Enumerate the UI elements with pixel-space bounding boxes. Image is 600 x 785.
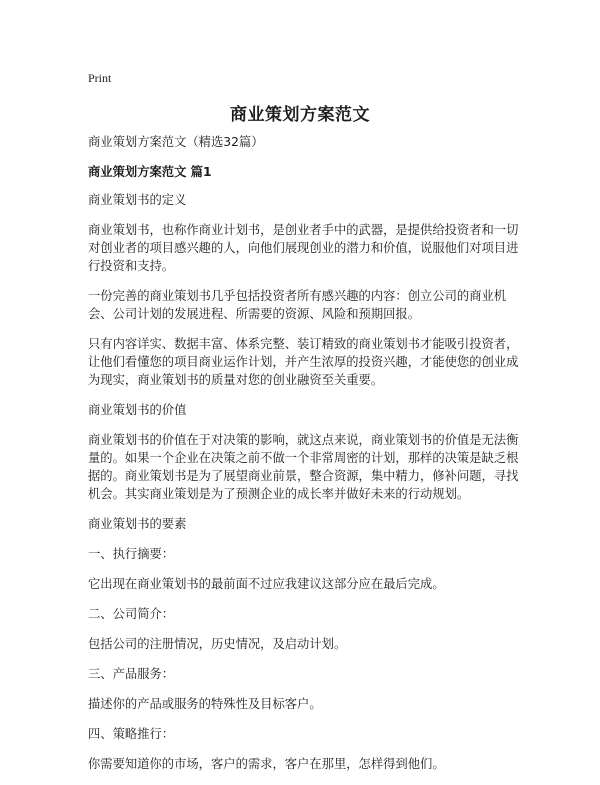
paragraph-products-heading: 三、产品服务： [88,667,175,681]
paragraph-elements-heading: 商业策划书的要素 [88,517,187,531]
paragraph-quality: 只有内容详实、数据丰富、体系完整、装订精致的商业策划书才能吸引投资者，让他们看懂您的项目商业运作计划，并产生浓厚的投资兴趣，才能使您的创业成为现实，商业策划书的质量对您的创业融资至关重要。 [88,337,519,387]
paragraph-value-heading: 商业策划书的价值 [88,403,187,417]
paragraph-value: 商业策划书的价值在于对决策的影响，就这点来说，商业策划书的价值是无法衡量的。如果一个企业在决策之前不做一个非常周密的计划，那样的决策是缺乏根据的。商业策划书是为了展望商业前景，整合资源，集中精力，修补问题，寻找机会。其实商业策划是为了预测企业的成长率并做好未来的行动规划。 [88,433,519,501]
paragraph-strategy-heading: 四、策略推行： [88,727,175,741]
paragraph-definition-heading: 商业策划书的定义 [88,193,187,207]
print-link[interactable]: Print [88,71,112,85]
paragraph-strategy: 你需要知道你的市场，客户的需求，客户在那里，怎样得到他们。 [88,757,445,771]
paragraph-exec-summary-heading: 一、执行摘要： [88,547,175,561]
page-title: 商业策划方案范文 [230,105,370,125]
paragraph-contents: 一份完善的商业策划书几乎包括投资者所有感兴趣的内容：创立公司的商业机会、公司计划的发展进程、所需要的资源、风险和预期回报。 [88,289,507,321]
article-body [88,133,520,785]
paragraph-exec-summary: 它出现在商业策划书的最前面不过应我建议这部分应在最后完成。 [88,577,445,591]
paragraph-definition: 商业策划书，也称作商业计划书，是创业者手中的武器，是提供给投资者和一切对创业者的项目感兴趣的人，向他们展现创业的潜力和价值，说服他们对项目进行投资和支持。 [88,223,519,273]
subtitle: 商业策划方案范文（精选32篇） [88,135,264,149]
paragraph-products: 描述你的产品或服务的特殊性及目标客户。 [88,697,322,711]
paragraph-company: 包括公司的注册情况，历史情况，及启动计划。 [88,637,347,651]
section-heading: 商业策划方案范文 篇1 [88,165,212,179]
paragraph-company-heading: 二、公司简介： [88,607,175,621]
